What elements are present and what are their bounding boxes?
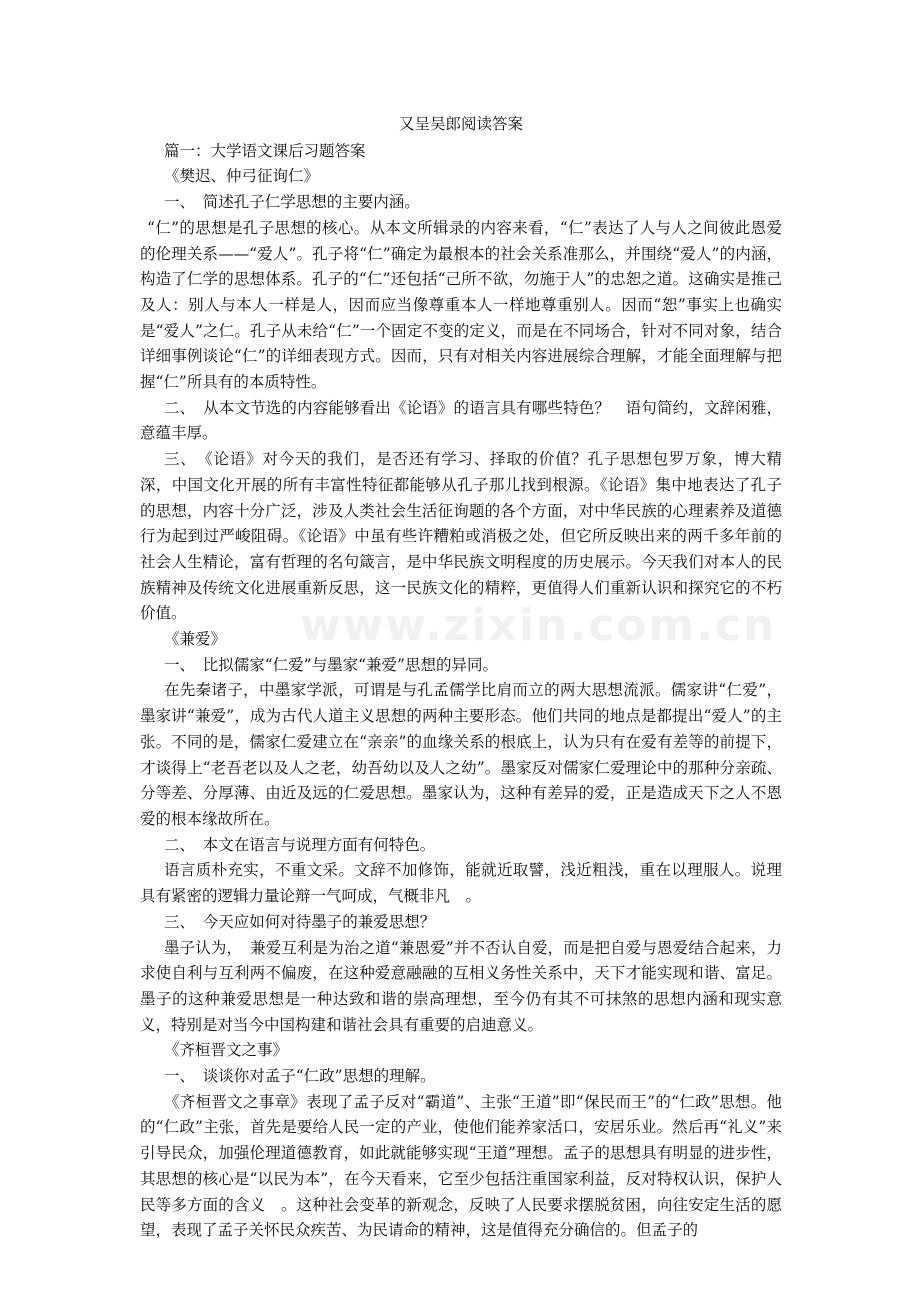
paragraph: 《齐桓晋文之事章》表现了孟子反对“霸道”、主张“王道”即“保民而王”的“仁政”思想。他的“仁政”主张，首先是要给人民一定的产业，使他们能养家活口，安居乐业。然后再“礼义”来引导民众，加强伦理道德教育，如此就能够实现“王道”理想。孟子的思想具有明显的进步性，其思想的核心是“以民为本”，在今天看来，它至少包括注重国家利益，反对特权认识，保护人民等多方面的含义 。这种社会变革的新观念，反映了人民要求摆脱贫困，向往安定生活的愿望，表现了孟子关怀民众疾苦、为民请命的精神，这是值得充分确信的。但孟子的 bbox=[140, 1092, 782, 1240]
watermark: www.zixin.com.cn bbox=[300, 600, 777, 651]
paragraph: 在先秦诸子，中墨家学派，可谓是与孔孟儒学比肩而立的两大思想流派。儒家讲“仁爱”，墨家讲“兼爱”，成为古代人道主义思想的两种主要形态。他们共同的地点是都提出“爱人”的主张。不同的是，儒家仁爱建立在“亲亲”的血缘关系的根底上，认为只有在爱有差等的前提下，才谈得上“老吾老以及人之老，幼吾幼以及人之幼”。墨家反对儒家仁爱理论中的那种分亲疏、分等差、分厚薄、由近及远的仁爱思想。墨家认为，这种有差异的爱，正是造成天下之人不恩爱的根本缘故所在。 bbox=[140, 681, 782, 828]
paragraph: 《樊迟、仲弓征询仁》 bbox=[164, 167, 320, 186]
paragraph: 《兼爱》 bbox=[164, 630, 227, 649]
paragraph: 篇一：大学语文课后习题答案 bbox=[164, 141, 366, 160]
paragraph: 一、 谈谈你对孟子“仁政”思想的理解。 bbox=[164, 1067, 436, 1086]
document-body bbox=[140, 112, 782, 1244]
paragraph: “仁”的思想是孔子思想的核心。从本文所辑录的内容来看，“仁”表达了人与人之间彼此恩爱的伦理关系——“爱人”。孔子将“仁”确定为最根本的社会关系准那么，并围绕“爱人”的内涵，构造了仁学的思想体系。孔子的“仁”还包括“己所不欲，勿施于人”的忠恕之道。这确实是推己及人：别人与本人一样是人，因而应当像尊重本人一样地尊重别人。因而“恕”事实上也确实是“爱人”之仁。孔子从未给“仁”一个固定不变的定义，而是在不同场合，针对不同对象，结合详细事例谈论“仁”的详细表现方式。因而，只有对相关内容进展综合理解，才能全面理解与把握“仁”所具有的本质特性。 bbox=[140, 218, 782, 392]
paragraph: 三、 《论语》对今天的我们，是否还有学习、择取的价值？孔子思想包罗万象，博大精深，中国文化开展的所有丰富性特征都能够从孔子那儿找到根源。《论语》集中地表达了孔子的思想，内容十分广泛，涉及人类社会生活征询题的各个方面，对中华民族的心理素养及道德行为起到过严峻阻碍。《论语》中虽有些许糟粕或消极之处，但它所反映出来的两千多年前的社会人生精论，富有哲理的名句箴言，是中华民族文明程度的历史展示。今天我们对本人的民族精神及传统文化进展重新反思，这一民族文化的精粹，更值得人们重新认识和探究它的不朽价值。 bbox=[140, 450, 782, 623]
paragraph: 二、 从本文节选的内容能够看出《论语》的语言具有哪些特色？ 语句简约，文辞闲雅，意蕴丰厚。 bbox=[140, 398, 782, 443]
paragraph: 二、 本文在语言与说理方面有何特色。 bbox=[164, 835, 436, 854]
paragraph: 语言质朴充实，不重文采。文辞不加修饰，能就近取譬，浅近粗浅，重在以理服人。说理具有紧密的逻辑力量论辩一气呵成，气概非凡 。 bbox=[140, 861, 782, 906]
paragraph: 墨子认为， 兼爱互利是为治之道“兼恩爱”并不否认自爱，而是把自爱与恩爱结合起来，力求使自利与互利两不偏废，在这种爱意融融的互相义务性关系中，天下才能实现和谐、富足。墨子的这种兼爱思想是一种达致和谐的崇高理想，至今仍有其不可抹煞的思想内涵和现实意义，特别是对当今中国构建和谐社会具有重要的启迪意义。 bbox=[140, 938, 782, 1034]
paragraph: 一、 比拟儒家“仁爱”与墨家“兼爱”思想的异同。 bbox=[164, 655, 498, 674]
paragraph: 《齐桓晋文之事》 bbox=[164, 1041, 289, 1060]
document-title: 又呈吴郎阅读答案 bbox=[398, 115, 523, 133]
paragraph: 三、 今天应如何对待墨子的兼爱思想？ bbox=[164, 912, 436, 931]
paragraph: 一、 简述孔子仁学思想的主要内涵。 bbox=[164, 193, 420, 212]
